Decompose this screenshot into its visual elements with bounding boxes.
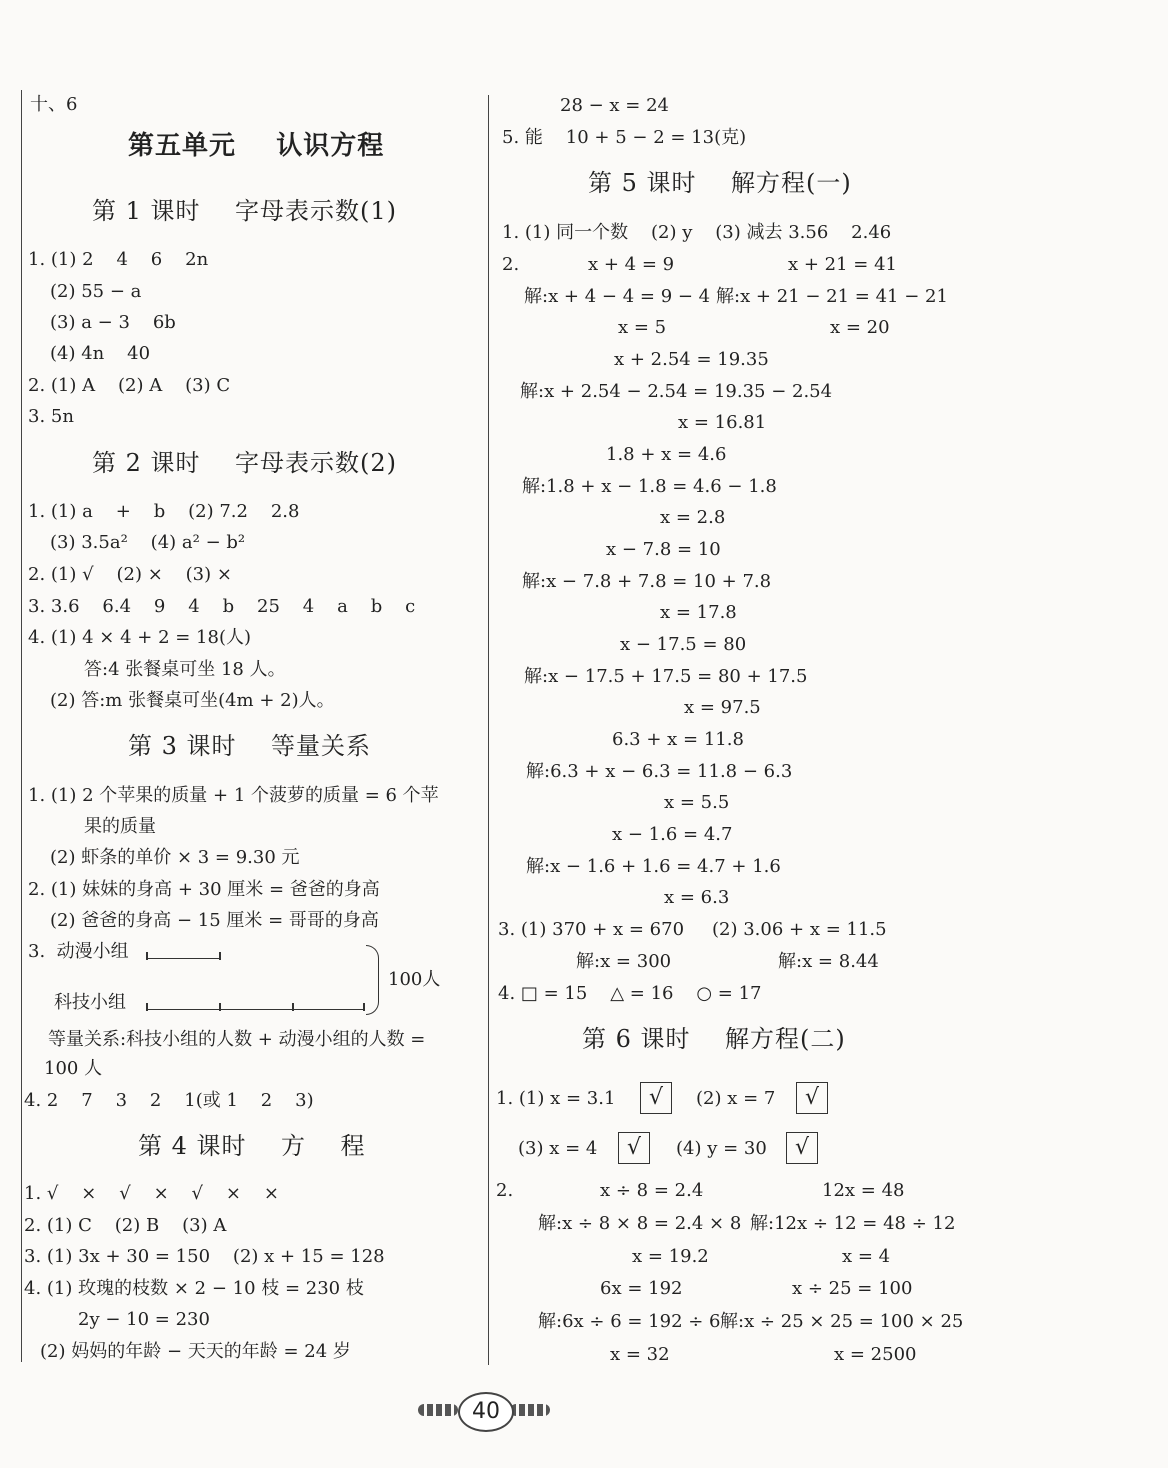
left-margin-rule [21, 90, 22, 1362]
answer-line: 果的质量 [84, 816, 156, 837]
equation: x − 7.8 = 10 [606, 539, 721, 560]
equation: x = 5.5 [664, 792, 730, 813]
answer-line: 1. (1) 2 4 6 2n [28, 249, 209, 270]
equation: 6.3 + x = 11.8 [612, 729, 744, 750]
answer-line: 2y − 10 = 230 [78, 1309, 210, 1330]
answer-line: (3) 3.5a² (4) a² − b² [50, 532, 246, 553]
equation: 解:1.8 + x − 1.8 = 4.6 − 1.8 [522, 476, 777, 497]
answer-line: 2. (1) A (2) A (3) C [28, 375, 231, 396]
answer-line: 4. (1) 4 × 4 + 2 = 18(人) [28, 627, 251, 648]
equation: x = 32 [610, 1344, 670, 1365]
equation: x = 4 [842, 1246, 891, 1267]
equation: x ÷ 25 = 100 [792, 1278, 913, 1299]
lesson-4-title: 第 4 课时 方 程 [138, 1132, 366, 1160]
answer-line: 2. (1) √ (2) × (3) × [28, 564, 232, 585]
equation: x = 16.81 [678, 412, 767, 433]
equation: x − 17.5 = 80 [620, 634, 747, 655]
answer-line: (3) a − 3 6b [50, 312, 176, 333]
answer-line: 1. (1) 2 个苹果的质量 + 1 个菠萝的质量 = 6 个苹 [28, 785, 439, 806]
check-box: √ [796, 1082, 828, 1114]
diagram-segment-anime [146, 952, 220, 959]
equation: 解:x = 300 [576, 951, 672, 972]
unit-title: 第五单元 认识方程 [128, 131, 385, 161]
answer-line: (4) y = 30 [676, 1138, 767, 1159]
equation: 解:x − 1.6 + 1.6 = 4.7 + 1.6 [526, 856, 781, 877]
equation: 解:x ÷ 25 × 25 = 100 × 25 [720, 1311, 964, 1332]
answer-line: (2) 爸爸的身高 − 15 厘米 = 哥哥的身高 [50, 910, 379, 931]
answer-line: 2. [502, 254, 520, 275]
answer-line: 3. 3.6 6.4 9 4 b 25 4 a b c [28, 596, 416, 617]
top-note: 十、6 [30, 94, 78, 115]
answer-line: (2) 55 − a [50, 281, 142, 302]
equation: 1.8 + x = 4.6 [606, 444, 727, 465]
page-number-ornament-right [510, 1404, 550, 1416]
equation: 解:x = 8.44 [778, 951, 879, 972]
diagram-total-label: 100人 [388, 969, 441, 990]
diagram-tick [219, 1003, 221, 1011]
column-divider [488, 95, 489, 1365]
answer-line: 4. (1) 玫瑰的枝数 × 2 − 10 枝 = 230 枝 [24, 1278, 364, 1299]
equation: 解:x + 4 − 4 = 9 − 4 [524, 286, 711, 307]
answer-line: 5. 能 10 + 5 − 2 = 13(克) [502, 127, 747, 148]
equation: 解:6.3 + x − 6.3 = 11.8 − 6.3 [526, 761, 793, 782]
equation: x = 20 [830, 317, 890, 338]
answer-line: 3. (1) 370 + x = 670 [498, 919, 685, 940]
equation: x + 2.54 = 19.35 [614, 349, 769, 370]
equation: 解:6x ÷ 6 = 192 ÷ 6 [538, 1311, 721, 1332]
diagram-tick [363, 1003, 365, 1011]
answer-line: (3) x = 4 [518, 1138, 598, 1159]
diagram-tick [146, 1003, 148, 1011]
equation: 12x = 48 [822, 1180, 905, 1201]
answer-line: 100 人 [44, 1058, 103, 1079]
answer-line: 2. (1) 妹妹的身高 + 30 厘米 = 爸爸的身高 [28, 879, 380, 900]
answer-line: 等量关系:科技小组的人数 + 动漫小组的人数 = [48, 1029, 426, 1050]
diagram-segment-tech [146, 1003, 364, 1010]
equation: 6x = 192 [600, 1278, 683, 1299]
lesson-6-title: 第 6 课时 解方程(二) [582, 1025, 846, 1053]
answer-line: 科技小组 [54, 992, 126, 1013]
answer-line: 28 − x = 24 [560, 95, 670, 116]
equation: x = 97.5 [684, 697, 761, 718]
answer-line: 1. (1) a + b (2) 7.2 2.8 [28, 501, 300, 522]
equation: 解:x − 7.8 + 7.8 = 10 + 7.8 [522, 571, 772, 592]
equation: x = 19.2 [632, 1246, 709, 1267]
equation: x = 6.3 [664, 887, 730, 908]
answer-line: 4. □ = 15 △ = 16 ○ = 17 [498, 983, 762, 1004]
answer-line: 答:4 张餐桌可坐 18 人。 [84, 659, 286, 680]
lesson-5-title: 第 5 课时 解方程(一) [588, 169, 852, 197]
answer-line: 3. 5n [28, 406, 74, 427]
equation: 解:x − 17.5 + 17.5 = 80 + 17.5 [524, 666, 808, 687]
diagram-tick [219, 952, 221, 960]
answer-line: 1. (1) x = 3.1 [496, 1088, 616, 1109]
check-box: √ [786, 1132, 818, 1164]
answer-line: (2) x = 7 [696, 1088, 776, 1109]
answer-line: (2) 虾条的单价 × 3 = 9.30 元 [50, 847, 300, 868]
equation: 解:x + 2.54 − 2.54 = 19.35 − 2.54 [520, 381, 833, 402]
answer-line: 1. (1) 同一个数 (2) y (3) 减去 3.56 2.46 [502, 222, 892, 243]
diagram-tick [292, 1003, 294, 1011]
answer-line: (2) 答:m 张餐桌可坐(4m + 2)人。 [50, 690, 335, 711]
answer-line: 2. (1) C (2) B (3) A [24, 1215, 227, 1236]
answer-line: 4. 2 7 3 2 1(或 1 2 3) [24, 1090, 314, 1111]
check-box: √ [640, 1082, 672, 1114]
diagram-tick [146, 952, 148, 960]
answer-line: (2) 妈妈的年龄 − 天天的年龄 = 24 岁 [40, 1341, 351, 1362]
diagram-brace [366, 945, 379, 1015]
check-box: √ [618, 1132, 650, 1164]
answer-line: (2) 3.06 + x = 11.5 [712, 919, 887, 940]
equation: x = 17.8 [660, 602, 737, 623]
answer-line: 3. (1) 3x + 30 = 150 (2) x + 15 = 128 [24, 1246, 385, 1267]
lesson-1-title: 第 1 课时 字母表示数(1) [92, 197, 398, 225]
equation: x + 4 = 9 [588, 254, 675, 275]
equation: 解:x + 21 − 21 = 41 − 21 [716, 286, 948, 307]
answer-line: 1. √ × √ × √ × × [24, 1183, 279, 1204]
answer-line: 2. [496, 1180, 514, 1201]
equation: x ÷ 8 = 2.4 [600, 1180, 704, 1201]
page-number-ornament-left [418, 1404, 458, 1416]
equation: x = 2.8 [660, 507, 726, 528]
equation: 解:12x ÷ 12 = 48 ÷ 12 [750, 1213, 956, 1234]
page-number: 40 [458, 1392, 514, 1432]
lesson-3-title: 第 3 课时 等量关系 [128, 732, 372, 760]
equation: x − 1.6 = 4.7 [612, 824, 733, 845]
equation: x + 21 = 41 [788, 254, 898, 275]
answer-line: (4) 4n 40 [50, 343, 151, 364]
equation: 解:x ÷ 8 × 8 = 2.4 × 8 [538, 1213, 742, 1234]
equation: x = 5 [618, 317, 667, 338]
equation: x = 2500 [834, 1344, 917, 1365]
answer-line: 3. 动漫小组 [28, 941, 129, 962]
lesson-2-title: 第 2 课时 字母表示数(2) [92, 449, 398, 477]
